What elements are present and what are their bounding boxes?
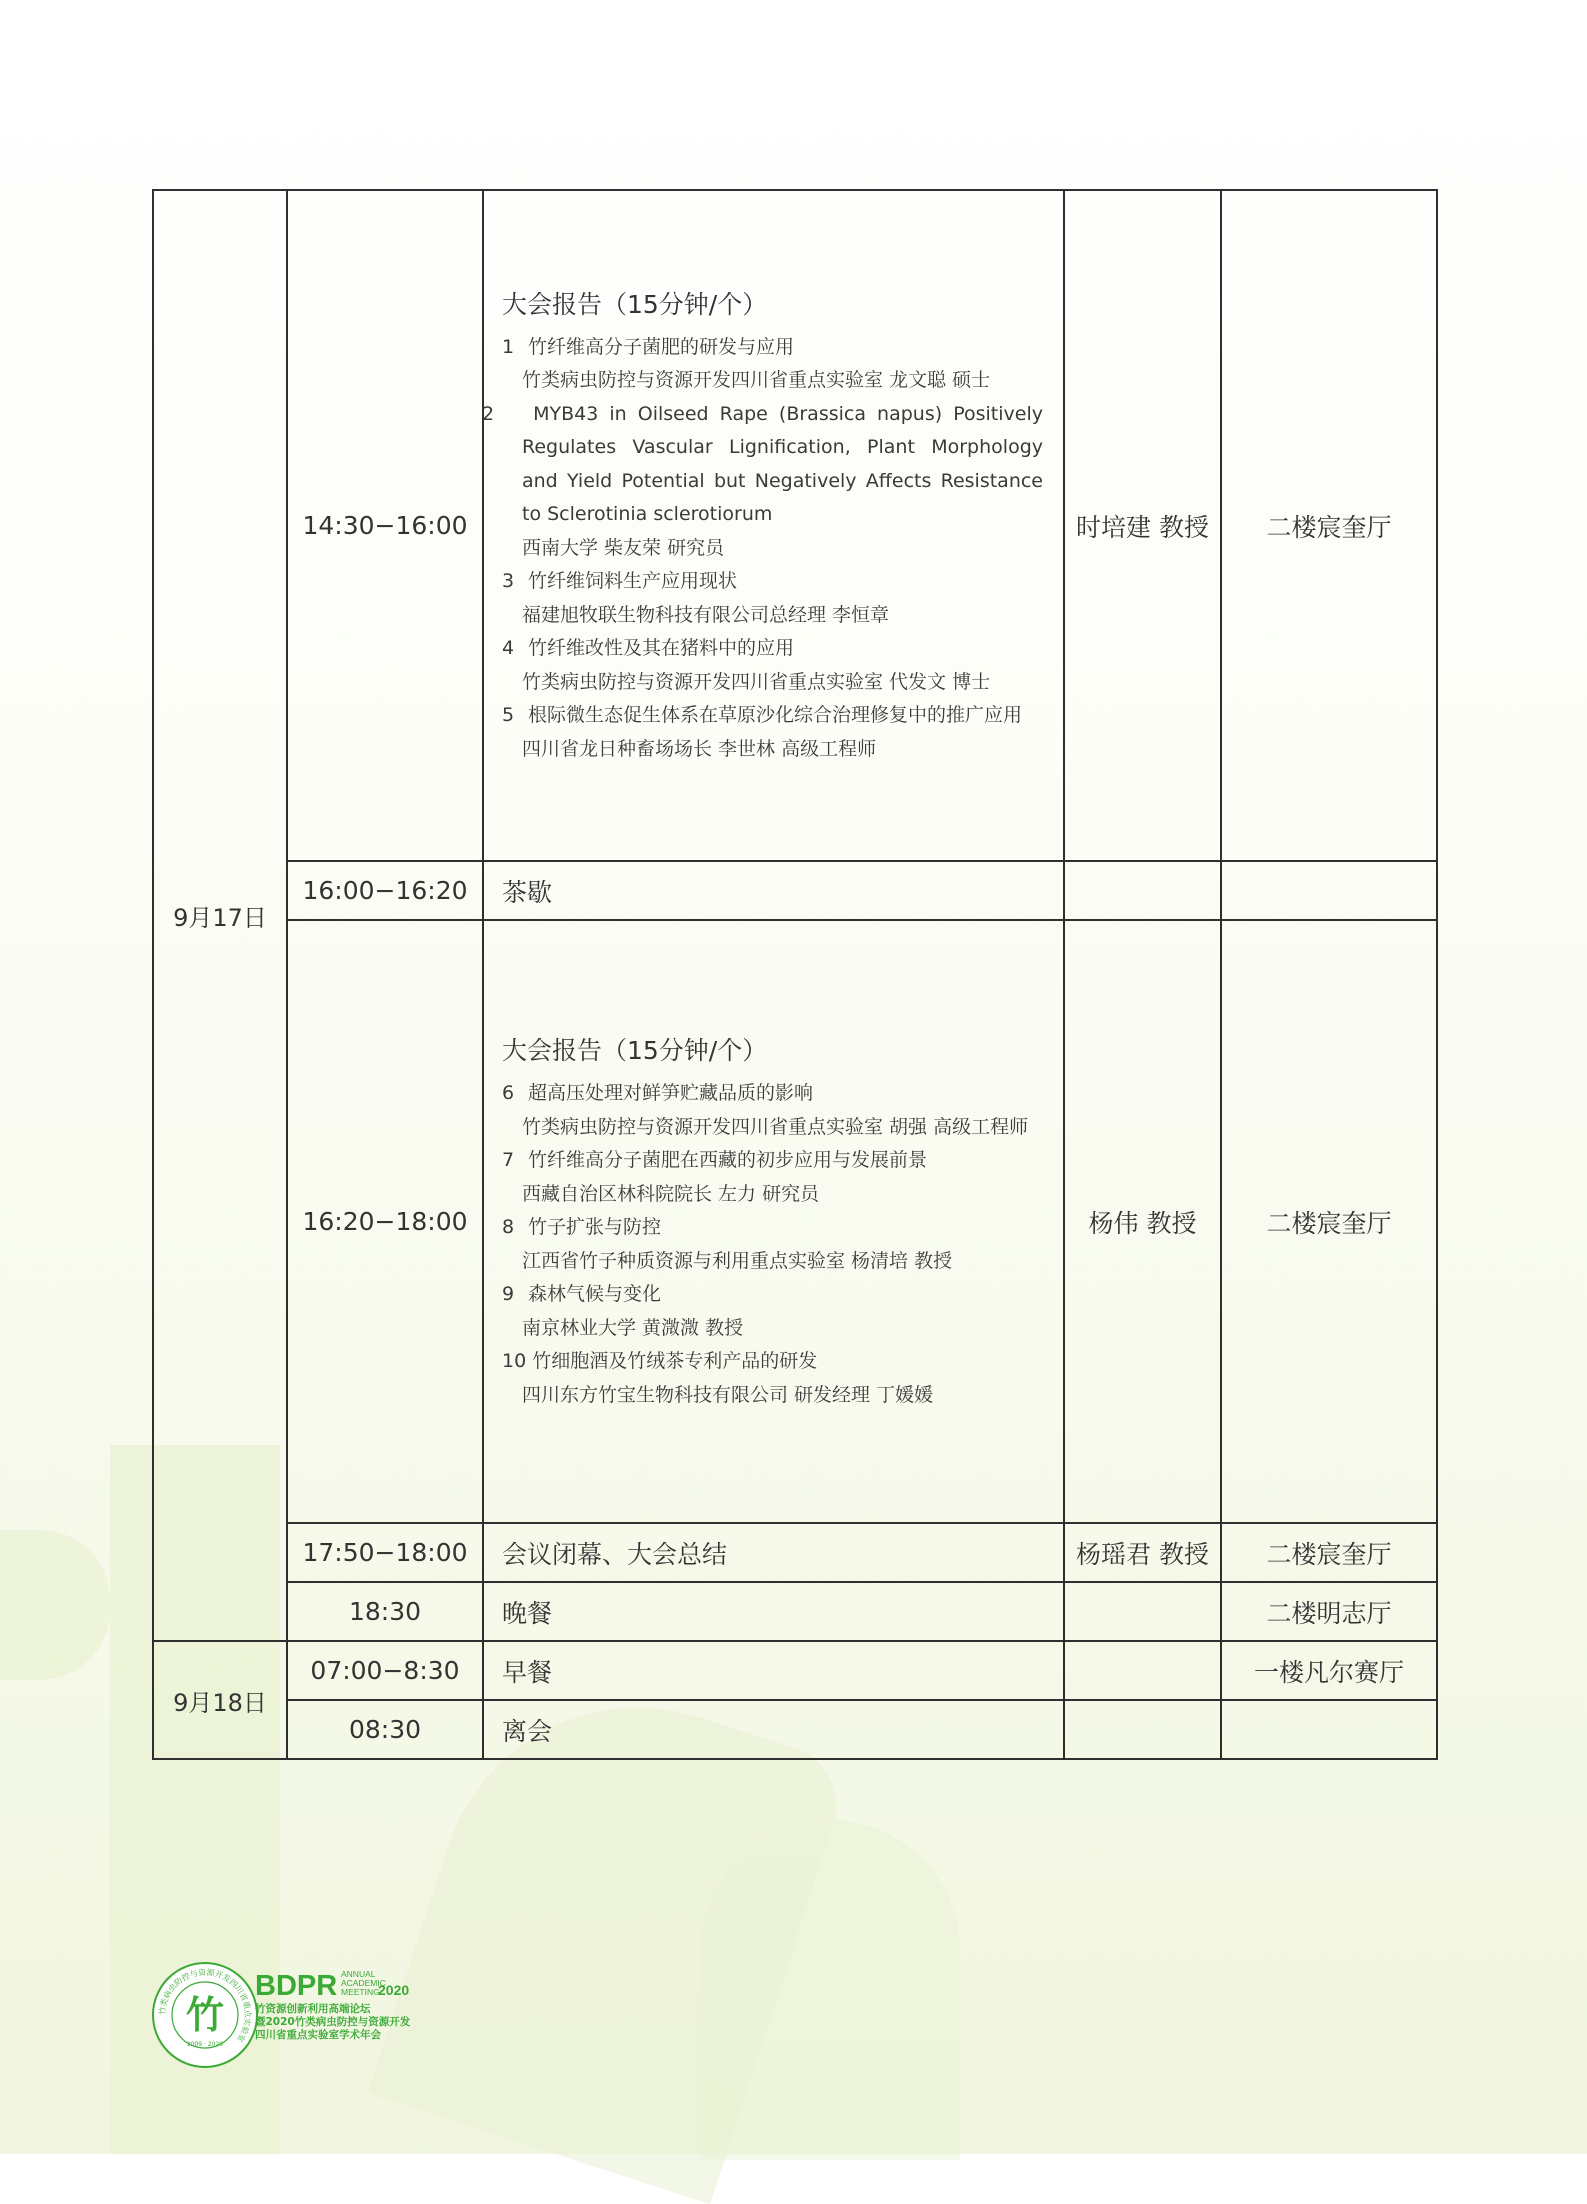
report-title (502, 1345, 1043, 1379)
time-cell: 18:30 (287, 1582, 483, 1641)
time-cell: 07:00−8:30 (287, 1641, 483, 1700)
report-title-text: 森林气候与变化 (522, 1283, 662, 1305)
report-speaker: 西南大学 柴友荣 研究员 (522, 536, 725, 559)
report-number: 9 (502, 1283, 515, 1305)
report-title (482, 398, 1043, 532)
report-number: 8 (502, 1216, 515, 1238)
schedule-table (152, 189, 1438, 1760)
report-title (502, 331, 1043, 365)
report-title (502, 1077, 1043, 1111)
table-row (153, 1700, 1437, 1759)
report-number: 1 (502, 335, 515, 358)
report-speaker: 江西省竹子种质资源与利用重点实验室 杨清培 教授 (522, 1249, 953, 1272)
report-title (502, 699, 1043, 733)
annual-line: ACADEMIC (341, 1978, 386, 1988)
brand-line: 暨2020竹类病虫防控与资源开发 (255, 2016, 411, 2028)
program-title: 大会报告（15分钟/个） (502, 1036, 768, 1065)
report-speaker: 竹类病虫防控与资源开发四川省重点实验室 代发文 博士 (522, 670, 991, 693)
venue-cell (1221, 1700, 1437, 1759)
time-cell: 17:50−18:00 (287, 1523, 483, 1582)
report-title-text: 竹纤维高分子菌肥的研发与应用 (522, 335, 795, 358)
venue-cell: 二楼明志厅 (1221, 1582, 1437, 1641)
report-title (502, 565, 1043, 599)
table-row (153, 1523, 1437, 1582)
brand-year: 2020 (378, 1982, 410, 1998)
report-title (502, 1144, 1043, 1178)
seal-ring-text: 竹类病虫防控与资源开发四川省重点实验室 (157, 1967, 253, 2044)
program-cell (483, 190, 1064, 861)
report-title-text: 竹纤维改性及其在猪料中的应用 (522, 637, 795, 660)
brand-name: BDPR (255, 1970, 338, 2002)
seal-year: 2009 · 2020 (186, 2041, 224, 2048)
program-title: 大会报告（15分钟/个） (502, 289, 768, 319)
watermark-bamboo-leaf (0, 1530, 110, 1680)
venue-cell: 二楼宸奎厅 (1221, 1523, 1437, 1582)
report-number: 6 (502, 1082, 515, 1104)
brand-line: 四川省重点实验室学术年会 (255, 2029, 381, 2041)
report-title (502, 1211, 1043, 1245)
report-number: 5 (502, 704, 515, 727)
host-cell: 时培建 教授 (1064, 190, 1221, 861)
bamboo-glyph-icon: 竹 (185, 1993, 225, 2037)
time-cell: 16:00−16:20 (287, 861, 483, 920)
report-number: 10 (502, 1350, 527, 1372)
activity-cell: 早餐 (483, 1641, 1064, 1700)
report-speaker: 西藏自治区林科院院长 左力 研究员 (522, 1182, 820, 1205)
report-list (502, 1077, 1043, 1412)
report-title-text: 竹纤维高分子菌肥在西藏的初步应用与发展前景 (522, 1149, 928, 1171)
report-title (502, 632, 1043, 666)
venue-cell: 二楼宸奎厅 (1221, 920, 1437, 1523)
report-list (482, 331, 1043, 767)
venue-cell: 一楼凡尔赛厅 (1221, 1641, 1437, 1700)
table-row (153, 920, 1437, 1523)
time-cell: 08:30 (287, 1700, 483, 1759)
report-speaker: 福建旭牧联生物科技有限公司总经理 李恒章 (522, 603, 890, 626)
brand-line: 竹资源创新利用高端论坛 (255, 2003, 371, 2015)
table-row (153, 1582, 1437, 1641)
report-title-text: MYB43 in Oilseed Rape (Brassica napus) Positively Regulates Vascular Lignification, Plant Morphology and Yield Potential but Negatively Affects Resistance to Sclerotinia sclerotiorum (522, 402, 1043, 526)
venue-cell: 二楼宸奎厅 (1221, 190, 1437, 861)
report-number: 3 (502, 570, 515, 593)
activity-cell: 会议闭幕、大会总结 (483, 1523, 1064, 1582)
program-cell (483, 920, 1064, 1523)
host-cell: 杨瑶君 教授 (1064, 1523, 1221, 1582)
watermark-bamboo-leaf (700, 1820, 960, 2160)
annual-line: ANNUAL (341, 1969, 376, 1979)
report-speaker: 四川东方竹宝生物科技有限公司 研发经理 丁媛媛 (522, 1383, 934, 1406)
report-number: 2 (482, 402, 495, 425)
report-speaker: 竹类病虫防控与资源开发四川省重点实验室 胡强 高级工程师 (522, 1115, 1029, 1138)
time-cell: 14:30−16:00 (287, 190, 483, 861)
report-title-text: 超高压处理对鲜笋贮藏品质的影响 (522, 1082, 814, 1104)
venue-cell (1221, 861, 1437, 920)
host-cell (1064, 861, 1221, 920)
time-cell: 16:20−18:00 (287, 920, 483, 1523)
report-title (502, 1278, 1043, 1312)
table-row (153, 1641, 1437, 1700)
report-speaker: 南京林业大学 黄溦溦 教授 (522, 1316, 744, 1339)
host-cell (1064, 1700, 1221, 1759)
report-number: 4 (502, 637, 515, 660)
activity-cell: 离会 (483, 1700, 1064, 1759)
report-number: 7 (502, 1149, 515, 1171)
report-speaker: 竹类病虫防控与资源开发四川省重点实验室 龙文聪 硕士 (522, 369, 991, 392)
host-cell (1064, 1641, 1221, 1700)
date-cell: 9月18日 (153, 1641, 287, 1759)
report-title-text: 竹细胞酒及竹绒茶专利产品的研发 (526, 1350, 818, 1372)
table-row (153, 190, 1437, 861)
activity-cell: 晚餐 (483, 1582, 1064, 1641)
activity-cell: 茶歇 (483, 861, 1064, 920)
report-title-text: 竹子扩张与防控 (522, 1216, 662, 1238)
table-row (153, 861, 1437, 920)
host-cell (1064, 1582, 1221, 1641)
report-speaker: 四川省龙日种畜场场长 李世林 高级工程师 (522, 737, 877, 760)
date-cell: 9月17日 (153, 190, 287, 1641)
host-cell: 杨伟 教授 (1064, 920, 1221, 1523)
annual-line: MEETING (341, 1987, 380, 1997)
lab-seal-logo (150, 1960, 260, 2070)
meeting-brand (255, 1970, 455, 2042)
report-title-text: 根际微生态促生体系在草原沙化综合治理修复中的推广应用 (522, 704, 1023, 727)
report-title-text: 竹纤维饲料生产应用现状 (522, 570, 738, 593)
